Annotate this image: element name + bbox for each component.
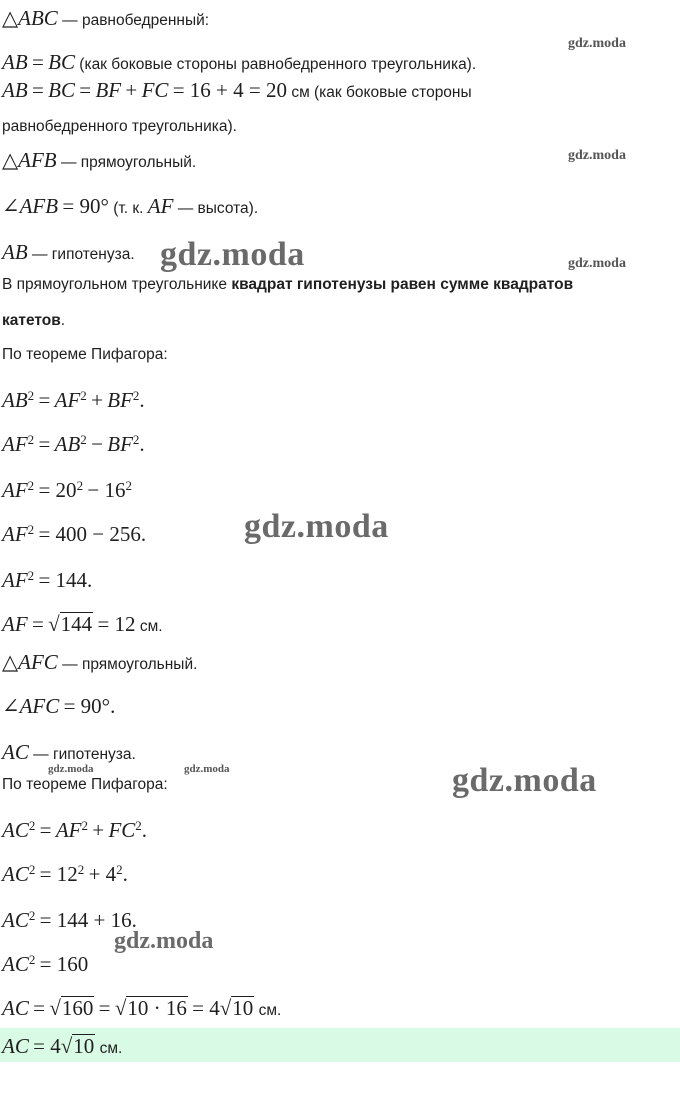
watermark-logo: gdz.moda bbox=[160, 236, 305, 273]
watermark-logo: gdz.moda bbox=[452, 762, 597, 799]
line-text: (как боковые стороны равнобедренного треугольника). bbox=[79, 56, 477, 73]
line-text: . bbox=[60, 312, 66, 329]
formula-5: $AF^2 = 144$. bbox=[2, 567, 93, 592]
line-ab-value: AB = BC = BF + FC = 16 + 4 = 20 см (как боковые стороны bbox=[2, 78, 472, 102]
formula-9: $AC^2 = 144 + 16$. bbox=[2, 907, 137, 932]
line-rule bbox=[2, 276, 573, 295]
formula-3: $AF^2 = 20^2 - 16^2$ bbox=[2, 477, 132, 502]
line-triangle-afb: △AFB — прямоугольный. bbox=[2, 148, 197, 172]
formula-7: $AC^2 = AF^2 + FC^2$. bbox=[2, 817, 148, 842]
line-text: — прямоугольный. bbox=[60, 154, 197, 171]
line-pythagoras-2: По теореме Пифагора: bbox=[2, 776, 168, 793]
watermark-logo: gdz.moda bbox=[114, 928, 214, 954]
line-triangle-afc: △AFC — прямоугольный. bbox=[2, 650, 198, 674]
line-ac-hypotenuse: AC — гипотенуза. bbox=[2, 740, 136, 764]
formula-10: $AC^2 = 160$ bbox=[2, 951, 89, 976]
formula-angle-afc: ∠AFC = 90°. bbox=[2, 694, 116, 718]
line-ab-eq-bc: AB = BC (как боковые стороны равнобедренного треугольника). bbox=[2, 50, 477, 74]
line-text: см. bbox=[99, 1040, 123, 1057]
line-text-bold: катетов bbox=[2, 312, 61, 329]
formula-answer: AC = 4√10 см. bbox=[2, 1034, 123, 1058]
watermark-logo: gdz.moda bbox=[48, 763, 94, 775]
line-text: — высота). bbox=[177, 200, 259, 217]
line-text: — прямоугольный. bbox=[62, 656, 198, 673]
line-text: В прямоугольном треугольнике bbox=[2, 276, 228, 293]
line-angle-afb: ∠AFB = 90° (т. к. AF — высота). bbox=[2, 194, 259, 218]
watermark-logo: gdz.moda bbox=[184, 763, 230, 775]
watermark-logo: gdz.moda bbox=[244, 508, 389, 545]
watermark-logo: gdz.moda bbox=[568, 36, 626, 51]
line-text: см. bbox=[139, 618, 163, 635]
formula-2: $AF^2 = AB^2 - BF^2$. bbox=[2, 431, 145, 456]
line-text: (т. к. bbox=[113, 200, 144, 217]
line-ab-hypotenuse: AB — гипотенуза. bbox=[2, 240, 135, 264]
line-text: — гипотенуза. bbox=[33, 746, 136, 763]
line-rule-cont bbox=[2, 312, 65, 331]
line-text: см. bbox=[258, 1002, 282, 1019]
line-pythagoras: По теореме Пифагора: bbox=[2, 346, 168, 363]
line-text-bold: квадрат гипотенузы равен сумме квадратов bbox=[231, 276, 574, 293]
formula-6: AF = √144 = 12 см. bbox=[2, 612, 163, 636]
line-text: — равнобедренный: bbox=[62, 12, 210, 29]
line-text: см (как боковые стороны bbox=[291, 84, 472, 101]
line-text: — гипотенуза. bbox=[31, 246, 135, 263]
watermark-logo: gdz.moda bbox=[568, 256, 626, 271]
line-triangle-abc: △ABC — равнобедренный: bbox=[2, 6, 210, 30]
formula-11: AC = √160 = √10 · 16 = 4√10 см. bbox=[2, 996, 282, 1020]
watermark-logo: gdz.moda bbox=[568, 148, 626, 163]
formula-8: $AC^2 = 12^2 + 4^2$. bbox=[2, 861, 128, 886]
formula-1: $AB^2 = AF^2 + BF^2$. bbox=[2, 387, 145, 412]
line-text-continue: равнобедренного треугольника). bbox=[2, 118, 237, 135]
formula-4: $AF^2 = 400 - 256$. bbox=[2, 521, 147, 546]
